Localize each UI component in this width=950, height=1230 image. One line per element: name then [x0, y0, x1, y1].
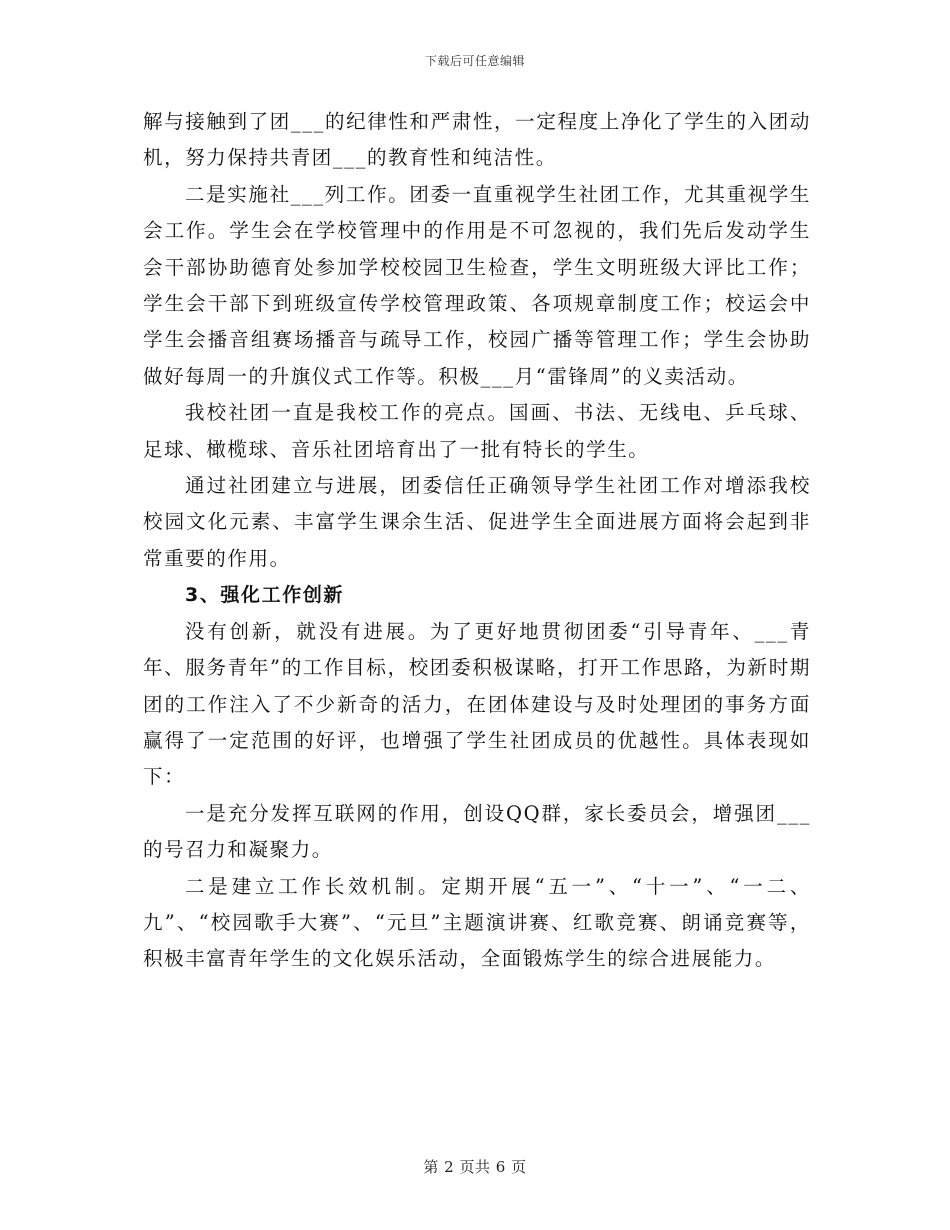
- paragraph: 通过社团建立与进展，团委信任正确领导学生社团工作对增添我校校园文化元素、丰富学生课余生活、促进学生全面进展方面将会起到非常重要的作用。: [143, 474, 811, 570]
- paragraph: 一是充分发挥互联网的作用，创设QQ群，家长委员会，增强团___的号召力和凝聚力。: [143, 801, 811, 862]
- page-header: 下载后可任意编辑: [424, 54, 525, 68]
- section-heading: 3、强化工作创新: [185, 584, 345, 607]
- document-body: [143, 104, 811, 978]
- paragraph: 没有创新，就没有进展。为了更好地贯彻团委“引导青年、___青年、服务青年”的工作目标，校团委积极谋略，打开工作思路，为新时期团的工作注入了不少新奇的活力，在团体建设与及时处理团的事务方面赢得了一定范围的好评，也增强了学生社团成员的优越性。具体表现如下：: [143, 619, 811, 789]
- paragraph: 二是实施社___列工作。团委一直重视学生社团工作，尤其重视学生会工作。学生会在学校管理中的作用是不可忽视的，我们先后发动学生会干部协助德育处参加学校校园卫生检查，学生文明班级大评比工作；学生会干部下到班级宣传学校管理政策、各项规章制度工作；校运会中学生会播音组赛场播音与疏导工作，校园广播等管理工作；学生会协助做好每周一的升旗仪式工作等。积极___月“雷锋周”的义卖活动。: [143, 182, 811, 388]
- paragraph: 二是建立工作长效机制。定期开展“五一”、“十一”、“一二、九”、“校园歌手大赛”、“元旦”主题演讲赛、红歌竞赛、朗诵竞赛等，积极丰富青年学生的文化娱乐活动，全面锻炼学生的综合进展能力。: [143, 874, 811, 971]
- paragraph: 我校社团一直是我校工作的亮点。国画、书法、无线电、乒乓球、足球、橄榄球、音乐社团培育出了一批有特长的学生。: [143, 401, 811, 461]
- paragraph: 解与接触到了团___的纪律性和严肃性，一定程度上净化了学生的入团动机，努力保持共青团___的教育性和纯洁性。: [143, 110, 811, 170]
- page-footer: 第 2 页共 6 页: [423, 1158, 527, 1176]
